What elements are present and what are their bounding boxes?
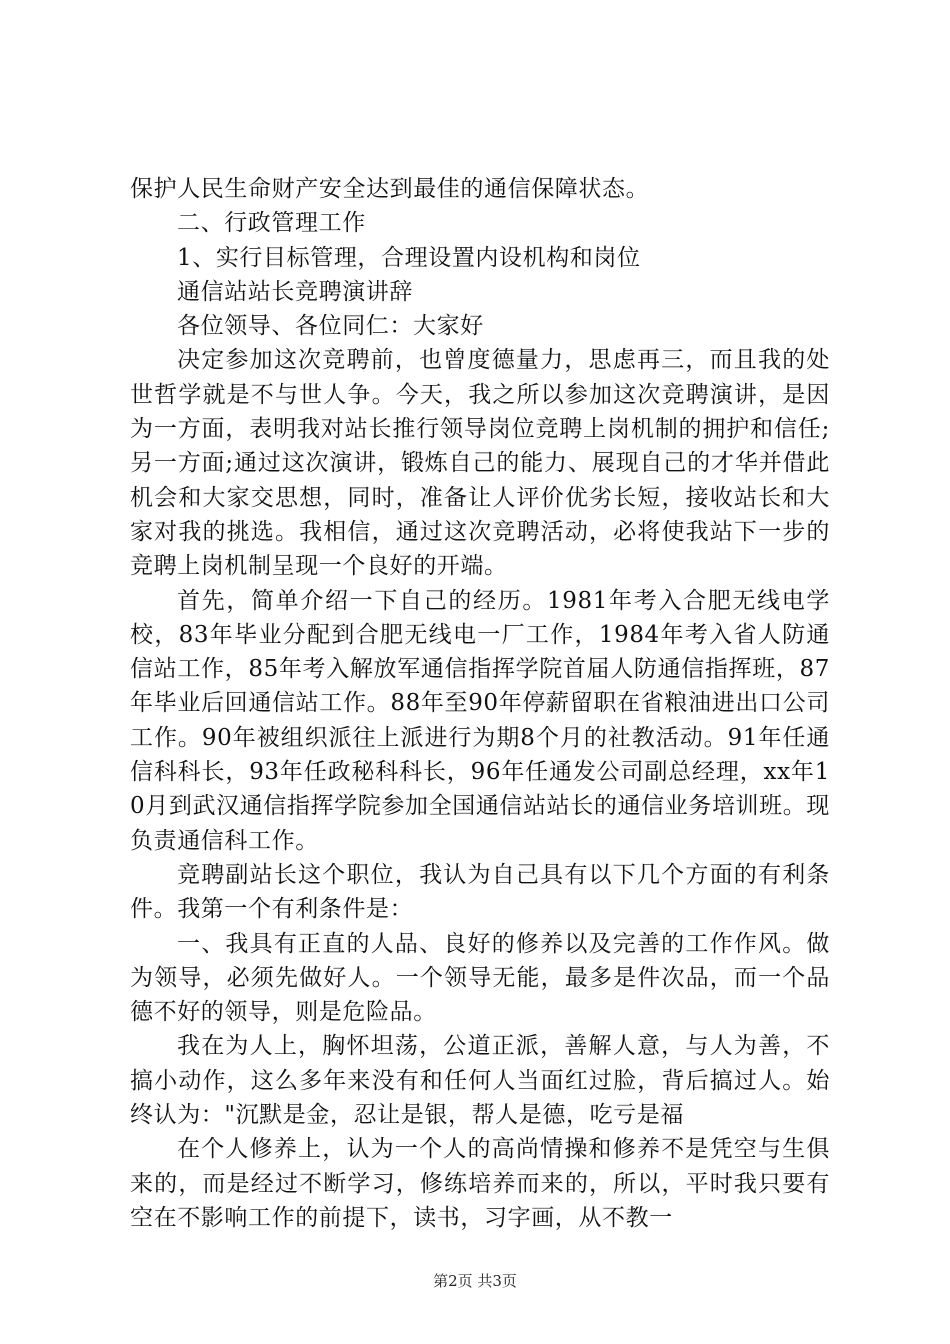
paragraph-character: 一、我具有正直的人品、良好的修养以及完善的工作作风。做为领导，必须先做好人。一个领导无能，最多是件次品，而一个品德不好的领导，则是危险品。 bbox=[130, 930, 830, 1026]
paragraph-conduct: 我在为人上，胸怀坦荡，公道正派，善解人意，与人为善，不搞小动作，这么多年来没有和任何人当面红过脸，背后搞过人。始终认为："沉默是金，忍让是银，帮人是德，吃亏是福 bbox=[130, 1033, 830, 1129]
paragraph-conditions: 竞聘副站长这个职位，我认为自己具有以下几个方面的有利条件。我第一个有利条件是： bbox=[130, 861, 830, 923]
speech-greeting: 各位领导、各位同仁：大家好 bbox=[177, 313, 484, 340]
document-body bbox=[130, 172, 830, 1235]
subsection-heading-goals: 1、实行目标管理，合理设置内设机构和岗位 bbox=[177, 244, 641, 271]
speech-title: 通信站站长竞聘演讲辞 bbox=[177, 278, 413, 305]
paragraph-cultivation: 在个人修养上，认为一个人的高尚情操和修养不是凭空与生俱来的，而是经过不断学习，修练培养而来的，所以，平时我只要有空在不影响工作的前提下，读书，习字画，从不教一 bbox=[130, 1136, 830, 1231]
paragraph-1: 保护人民生命财产安全达到最佳的通信保障状态。 bbox=[130, 176, 650, 202]
page-number-footer: 第2页 共3页 bbox=[433, 1272, 517, 1290]
section-heading-admin: 二、行政管理工作 bbox=[177, 210, 366, 237]
paragraph-decision: 决定参加这次竞聘前，也曾度德量力，思虑再三，而且我的处世哲学就是不与世人争。今天，我之所以参加这次竞聘演讲，是因为一方面，表明我对站长推行领导岗位竞聘上岗机制的拥护和信任;另一方面;通过这次演讲，锻炼自己的能力、展现自己的才华并借此机会和大家交思想，同时，准备让人评价优劣长短，接收站长和大家对我的挑选。我相信，通过这次竞聘活动，必将使我站下一步的竞聘上岗机制呈现一个良好的开端。 bbox=[130, 347, 830, 580]
paragraph-experience: 首先，简单介绍一下自己的经历。1981年考入合肥无线电学校，83年毕业分配到合肥无线电一厂工作，1984年考入省人防通信站工作，85年考入解放军通信指挥学院首届人防通信指挥班，87年毕业后回通信站工作。88年至90年停薪留职在省粮油进出口公司工作。90年被组织派往上派进行为期8个月的社教活动。91年任通信科科长，93年任政秘科科长，96年任通发公司副总经理，xx年10月到武汉通信指挥学院参加全国通信站站长的通信业务培训班。现负责通信科工作。 bbox=[130, 587, 830, 854]
